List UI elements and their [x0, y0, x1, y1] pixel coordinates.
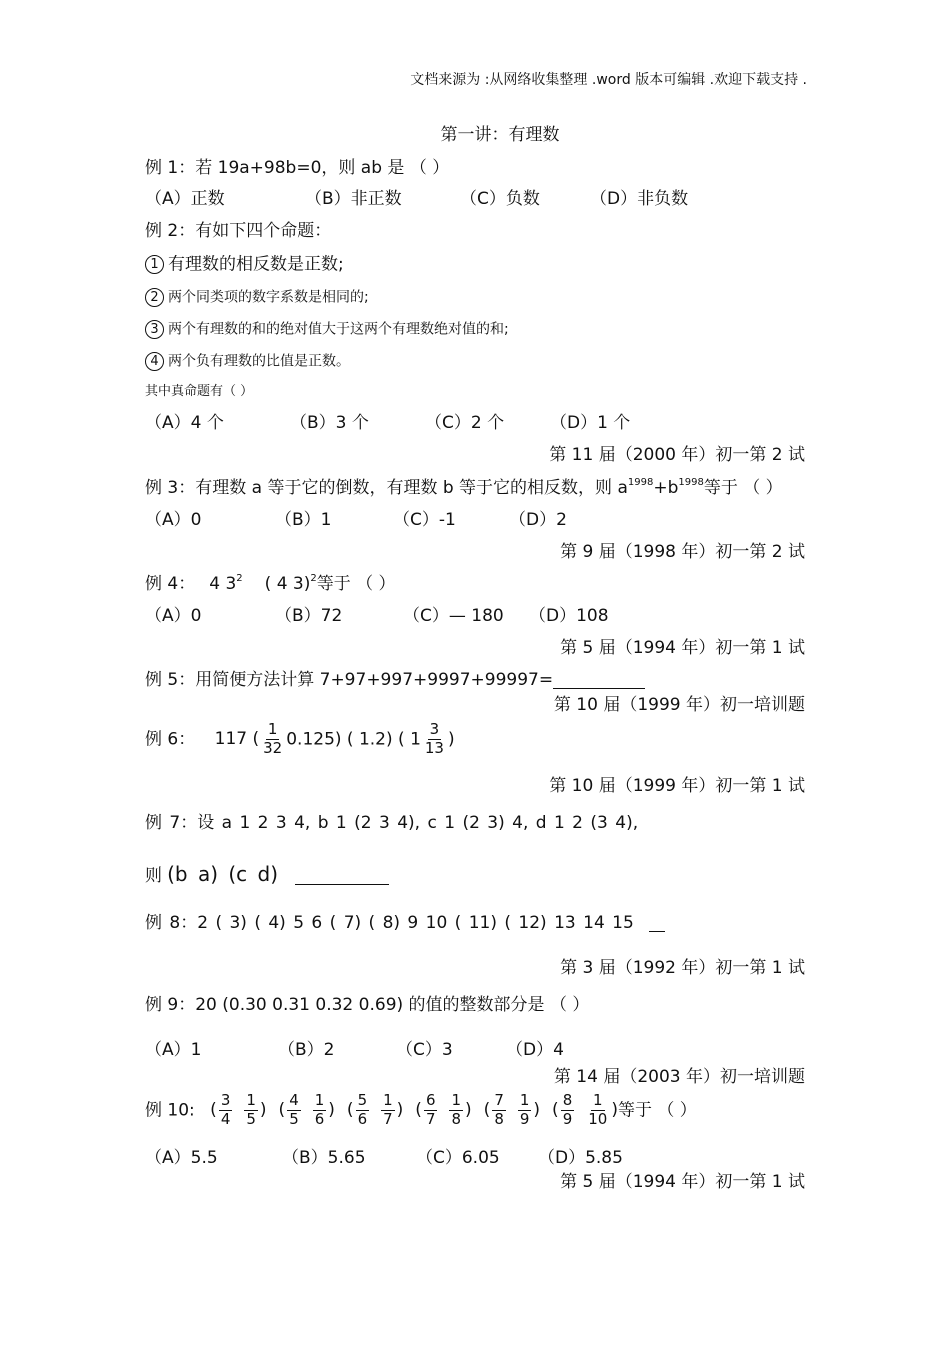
example-9-question: 例 9：20 (0.30 0.31 0.32 0.69) 的值的整数部分是 （ ） — [145, 995, 590, 1015]
denominator: 6 — [357, 1109, 368, 1128]
answer-blank — [553, 674, 645, 689]
fraction — [313, 1093, 327, 1128]
fraction — [424, 1093, 438, 1128]
option-b: （B）非正数 — [305, 189, 402, 209]
numerator: 1 — [451, 1091, 462, 1109]
example-10-options — [145, 1150, 623, 1167]
exponent: 2 — [310, 573, 317, 584]
denominator: 6 — [314, 1109, 325, 1128]
denominator: 32 — [263, 738, 283, 757]
paren: ( — [415, 1100, 422, 1121]
option-b: （B）72 — [275, 606, 343, 626]
paren: ) — [396, 1100, 404, 1121]
exponent: 1998 — [627, 477, 654, 488]
option-b: （B）1 — [275, 510, 332, 530]
page-header: 文档来源为 :从网络收集整理 .word 版本可编辑 .欢迎下载支持 . — [410, 72, 807, 88]
q-part: 例 5：用简便方法计算 7+97+997+9997+99997= — [145, 670, 554, 690]
fraction — [219, 1093, 233, 1128]
denominator: 5 — [246, 1109, 256, 1128]
q-part: 等于 （ ） — [617, 1100, 697, 1121]
option-c: （C）— 180 — [403, 606, 504, 626]
paren: ) — [533, 1100, 541, 1121]
q-part: 例 8：2 ( 3) ( 4) 5 6 ( 7) ( 8) 9 10 ( 11) ( 12) 13 14 15 — [145, 913, 634, 933]
numerator: 1 — [314, 1091, 325, 1109]
option-d: （D）4 — [506, 1040, 564, 1060]
numerator: 7 — [494, 1091, 504, 1109]
q-part: 等于 （ ） — [316, 574, 396, 594]
example-5-source: 第 10 届（1999 年）初一培训题 — [553, 695, 805, 715]
numerator: 1 — [383, 1091, 393, 1109]
circle-number: 4 — [145, 352, 164, 371]
numerator: 3 — [220, 1091, 231, 1109]
circle-number: 2 — [145, 288, 164, 307]
paren: ( — [346, 1100, 354, 1121]
example-10-source: 第 5 届（1994 年）初一第 1 试 — [560, 1172, 805, 1192]
fraction — [518, 1093, 532, 1128]
denominator: 8 — [494, 1109, 504, 1128]
circle-number: 3 — [145, 320, 164, 339]
option-d: （D）5.85 — [538, 1148, 623, 1168]
numerator: 6 — [425, 1091, 436, 1109]
fraction — [381, 1093, 395, 1128]
option-c: （C）6.05 — [416, 1148, 500, 1168]
example-5-question — [145, 672, 645, 689]
example-8-question — [145, 915, 665, 932]
example-1-options — [145, 191, 688, 208]
option-d: （D）非负数 — [590, 189, 689, 209]
numerator: 1 — [593, 1091, 603, 1109]
denominator: 10 — [588, 1109, 608, 1128]
paren: ( — [552, 1100, 559, 1121]
example-4-question — [145, 573, 396, 594]
example-3-question — [145, 477, 783, 498]
example-9-source: 第 14 届（2003 年）初一培训题 — [553, 1067, 805, 1087]
q-part: +b — [653, 478, 679, 498]
fraction-pair — [210, 1091, 267, 1128]
paren: ) — [611, 1100, 618, 1121]
option-d: （D）1 个 — [550, 413, 631, 433]
option-d: （D）108 — [529, 606, 609, 626]
q-part: 则 — [145, 866, 162, 886]
denominator: 4 — [220, 1109, 231, 1128]
fraction — [449, 1093, 463, 1128]
example-7-line2 — [145, 864, 389, 885]
proposition-3 — [145, 320, 509, 339]
example-8-source: 第 3 届（1992 年）初一第 1 试 — [560, 958, 805, 978]
example-2-options — [145, 415, 630, 432]
fraction — [287, 1093, 301, 1128]
option-b: （B）5.65 — [282, 1148, 366, 1168]
fraction — [356, 1093, 370, 1128]
circle-number: 1 — [145, 255, 164, 274]
exponent: 1998 — [678, 477, 704, 488]
proposition-text: 两个负有理数的比值是正数。 — [168, 353, 350, 370]
example-2-source: 第 11 届（2000 年）初一第 2 试 — [549, 445, 805, 465]
paren: ( — [483, 1100, 491, 1121]
option-a: （A）正数 — [145, 189, 225, 209]
example-2-question: 例 2：有如下四个命题： — [145, 221, 332, 241]
example-10-question — [145, 1093, 697, 1128]
option-a: （A）1 — [145, 1040, 202, 1060]
option-c: （C）2 个 — [425, 413, 505, 433]
proposition-2 — [145, 288, 369, 307]
option-b: （B）3 个 — [290, 413, 369, 433]
proposition-text: 有理数的相反数是正数; — [168, 254, 344, 275]
expr: ) — [447, 729, 455, 750]
example-label: 例 4： — [145, 574, 196, 594]
example-3-source: 第 9 届（1998 年）初一第 2 试 — [560, 542, 805, 562]
denominator: 8 — [451, 1109, 462, 1128]
option-c: （C）-1 — [393, 510, 456, 530]
exponent: 2 — [236, 573, 243, 584]
option-a: （A）4 个 — [145, 413, 224, 433]
fraction-sequence — [200, 1091, 618, 1128]
example-label: 例 6： — [145, 729, 196, 750]
example-4-options — [145, 608, 609, 625]
numerator: 3 — [429, 720, 440, 738]
denominator: 13 — [424, 738, 444, 757]
expr: 4 3 — [209, 574, 237, 594]
paren: ) — [465, 1100, 472, 1121]
option-a: （A）0 — [145, 510, 202, 530]
numerator: 1 — [246, 1091, 256, 1109]
paren: ( — [210, 1100, 217, 1121]
proposition-4 — [145, 352, 350, 371]
denominator: 5 — [289, 1109, 299, 1128]
expr: (b a) (c d) — [167, 862, 279, 886]
example-label: 例 10: — [145, 1100, 195, 1121]
fraction — [586, 1093, 609, 1128]
fraction-pair — [552, 1091, 618, 1128]
proposition-text: 两个有理数的和的绝对值大于这两个有理数绝对值的和; — [168, 321, 509, 338]
option-c: （C）负数 — [460, 189, 540, 209]
q-part: 例 3：有理数 a 等于它的倒数，有理数 b 等于它的相反数，则 a — [145, 478, 628, 498]
answer-blank — [295, 868, 389, 885]
fraction-pair — [483, 1091, 541, 1128]
numerator: 1 — [267, 720, 278, 738]
expr: 117 ( — [214, 729, 260, 750]
proposition-text: 两个同类项的数字系数是相同的; — [168, 289, 369, 306]
example-6-question — [145, 722, 455, 757]
q-part: 等于 （ ） — [703, 478, 783, 498]
denominator: 7 — [383, 1109, 393, 1128]
option-a: （A）0 — [145, 606, 202, 626]
fraction-pair — [278, 1091, 335, 1128]
page-title: 第一讲：有理数 — [440, 125, 560, 145]
fraction — [492, 1093, 506, 1128]
paren: ) — [328, 1100, 335, 1121]
example-2-prompt: 其中真命题有（ ） — [145, 384, 254, 399]
option-c: （C）3 — [396, 1040, 453, 1060]
example-9-options — [145, 1042, 564, 1059]
example-4-source: 第 5 届（1994 年）初一第 1 试 — [560, 638, 805, 658]
option-a: （A）5.5 — [145, 1148, 218, 1168]
option-d: （D）2 — [509, 510, 567, 530]
fraction — [261, 722, 284, 757]
example-7-question: 例 7：设 a 1 2 3 4, b 1 (2 3 4), c 1 (2 3) 4, d 1 2 (3 4), — [145, 813, 639, 833]
example-6-source: 第 10 届（1999 年）初一第 1 试 — [549, 776, 805, 796]
proposition-1 — [145, 255, 344, 274]
paren: ( — [278, 1100, 286, 1121]
option-b: （B）2 — [278, 1040, 335, 1060]
numerator: 4 — [289, 1091, 299, 1109]
example-3-options — [145, 512, 567, 529]
fraction — [561, 1093, 575, 1128]
expr: ( 4 3) — [264, 574, 311, 594]
denominator: 9 — [562, 1109, 573, 1128]
numerator: 8 — [562, 1091, 573, 1109]
denominator: 9 — [519, 1109, 530, 1128]
numerator: 5 — [357, 1091, 368, 1109]
fraction-pair — [415, 1091, 472, 1128]
fraction-pair — [346, 1091, 404, 1128]
expr: 0.125) ( 1.2) ( 1 — [286, 729, 421, 750]
numerator: 1 — [519, 1091, 530, 1109]
example-1-question: 例 1：若 19a+98b=0，则 ab 是 （ ） — [145, 158, 450, 178]
denominator: 7 — [425, 1109, 436, 1128]
paren: ) — [259, 1100, 267, 1121]
fraction — [244, 1093, 258, 1128]
answer-blank — [649, 919, 665, 932]
fraction — [423, 722, 446, 757]
